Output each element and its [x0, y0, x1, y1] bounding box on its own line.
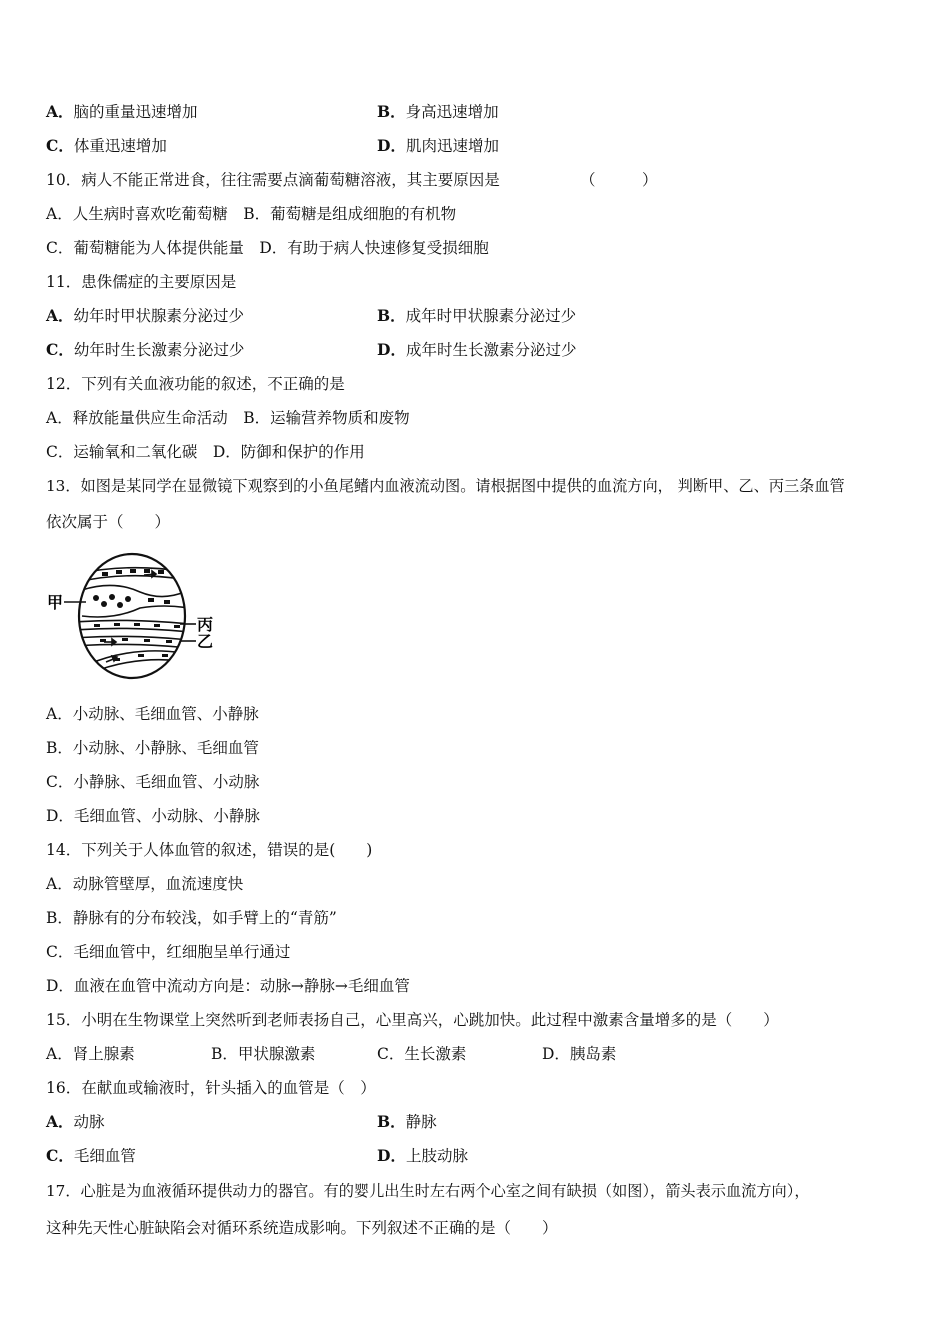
q13-stem-line1: 13．如图是某同学在显微镜下观察到的小鱼尾鳍内血液流动图。请根据图中提供的血流方向， 判断甲、乙、丙三条血管: [46, 477, 845, 495]
blood-cell: [158, 570, 164, 574]
q12-stem: 12．下列有关血液功能的叙述，不正确的是: [46, 375, 345, 393]
q14-option-c: C．毛细血管中，红细胞呈单行通过: [46, 943, 291, 961]
q13-option-d: D．毛细血管、小动脉、小静脉: [46, 807, 260, 825]
q10-options-line2: C．葡萄糖能为人体提供能量 D．有助于病人快速修复受损细胞: [46, 239, 489, 257]
q13-stem-line2: 依次属于（ ）: [46, 513, 171, 531]
q15-option-d: D．胰岛素: [542, 1045, 617, 1063]
blood-cell: [148, 598, 154, 602]
q11-option-a: A．幼年时甲状腺素分泌过少: [46, 306, 245, 325]
q13-option-a: A．小动脉、毛细血管、小静脉: [46, 705, 259, 723]
q12-options-line2: C．运输氧和二氧化碳 D．防御和保护的作用: [46, 443, 365, 461]
blood-cell: [116, 570, 122, 574]
q17-stem-line2: 这种先天性心脏缺陷会对循环系统造成影响。下列叙述不正确的是（ ）: [46, 1219, 558, 1237]
blood-cell: [134, 623, 140, 626]
q11-option-d: D．成年时生长激素分泌过少: [377, 340, 577, 359]
q10-stem: 10．病人不能正常进食，往往需要点滴葡萄糖溶液，其主要原因是: [46, 171, 500, 189]
blood-cell: [117, 602, 123, 608]
blood-cell: [101, 601, 107, 607]
q9-option-b: B．身高迅速增加: [377, 102, 499, 121]
blood-cell: [164, 600, 170, 604]
blood-cell: [154, 624, 160, 627]
q9-option-a: A．脑的重量迅速增加: [46, 102, 198, 121]
q14-option-b: B．静脉有的分布较浅，如手臂上的“青筋”: [46, 909, 337, 927]
q17-stem-line1: 17．心脏是为血液循环提供动力的器官。有的婴儿出生时左右两个心室之间有缺损（如图），箭头表示血流方向），: [46, 1182, 810, 1200]
q14-option-a: A．动脉管壁厚，血流速度快: [46, 875, 244, 893]
q13-option-b: B．小动脉、小静脉、毛细血管: [46, 739, 259, 757]
blood-cell: [144, 639, 150, 642]
q10-answer-paren: （ ）: [580, 171, 658, 189]
q9-option-d: D．肌肉迅速增加: [377, 136, 499, 155]
blood-cell: [93, 595, 99, 601]
blood-cell: [125, 596, 131, 602]
q16-option-b: B．静脉: [377, 1112, 437, 1131]
q15-stem: 15．小明在生物课堂上突然听到老师表扬自己，心里高兴，心跳加快。此过程中激素含量增多的是（ ）: [46, 1011, 779, 1029]
q16-option-a: A．动脉: [46, 1112, 105, 1131]
blood-cell: [114, 623, 120, 626]
q14-stem: 14．下列关于人体血管的叙述，错误的是( ): [46, 841, 373, 859]
q13-option-c: C．小静脉、毛细血管、小动脉: [46, 773, 260, 791]
blood-cell: [162, 654, 168, 657]
blood-cell: [130, 569, 136, 573]
blood-cell: [102, 572, 108, 576]
q14-option-d: D．血液在血管中流动方向是：动脉→静脉→毛细血管: [46, 977, 410, 995]
blood-cell: [94, 624, 100, 627]
q15-option-a: A．肾上腺素: [46, 1045, 135, 1063]
label-bing: 丙: [197, 615, 214, 634]
q11-option-b: B．成年时甲状腺素分泌过少: [377, 306, 577, 325]
blood-cell: [138, 654, 144, 657]
blood-cell: [166, 640, 172, 643]
q10-options-line1: A．人生病时喜欢吃葡萄糖 B．葡萄糖是组成细胞的有机物: [46, 205, 457, 223]
label-jia: 甲: [47, 593, 64, 612]
q15-option-c: C．生长激素: [377, 1045, 467, 1063]
q16-stem: 16．在献血或输液时，针头插入的血管是（ ）: [46, 1079, 376, 1097]
blood-cell: [122, 638, 128, 641]
blood-cell: [144, 569, 150, 573]
q12-options-line1: A．释放能量供应生命活动 B．运输营养物质和废物: [46, 409, 410, 427]
label-yi: 乙: [197, 632, 214, 651]
q16-option-d: D．上肢动脉: [377, 1146, 468, 1165]
q9-option-c: C．体重迅速增加: [46, 136, 167, 155]
q11-option-c: C．幼年时生长激素分泌过少: [46, 340, 245, 359]
q15-option-b: B．甲状腺激素: [211, 1045, 316, 1063]
blood-cell: [174, 625, 180, 628]
blood-cell: [109, 594, 115, 600]
fish-tail-blood-flow-figure: [44, 550, 219, 682]
q11-stem: 11．患侏儒症的主要原因是: [46, 273, 237, 291]
q16-option-c: C．毛细血管: [46, 1146, 136, 1165]
